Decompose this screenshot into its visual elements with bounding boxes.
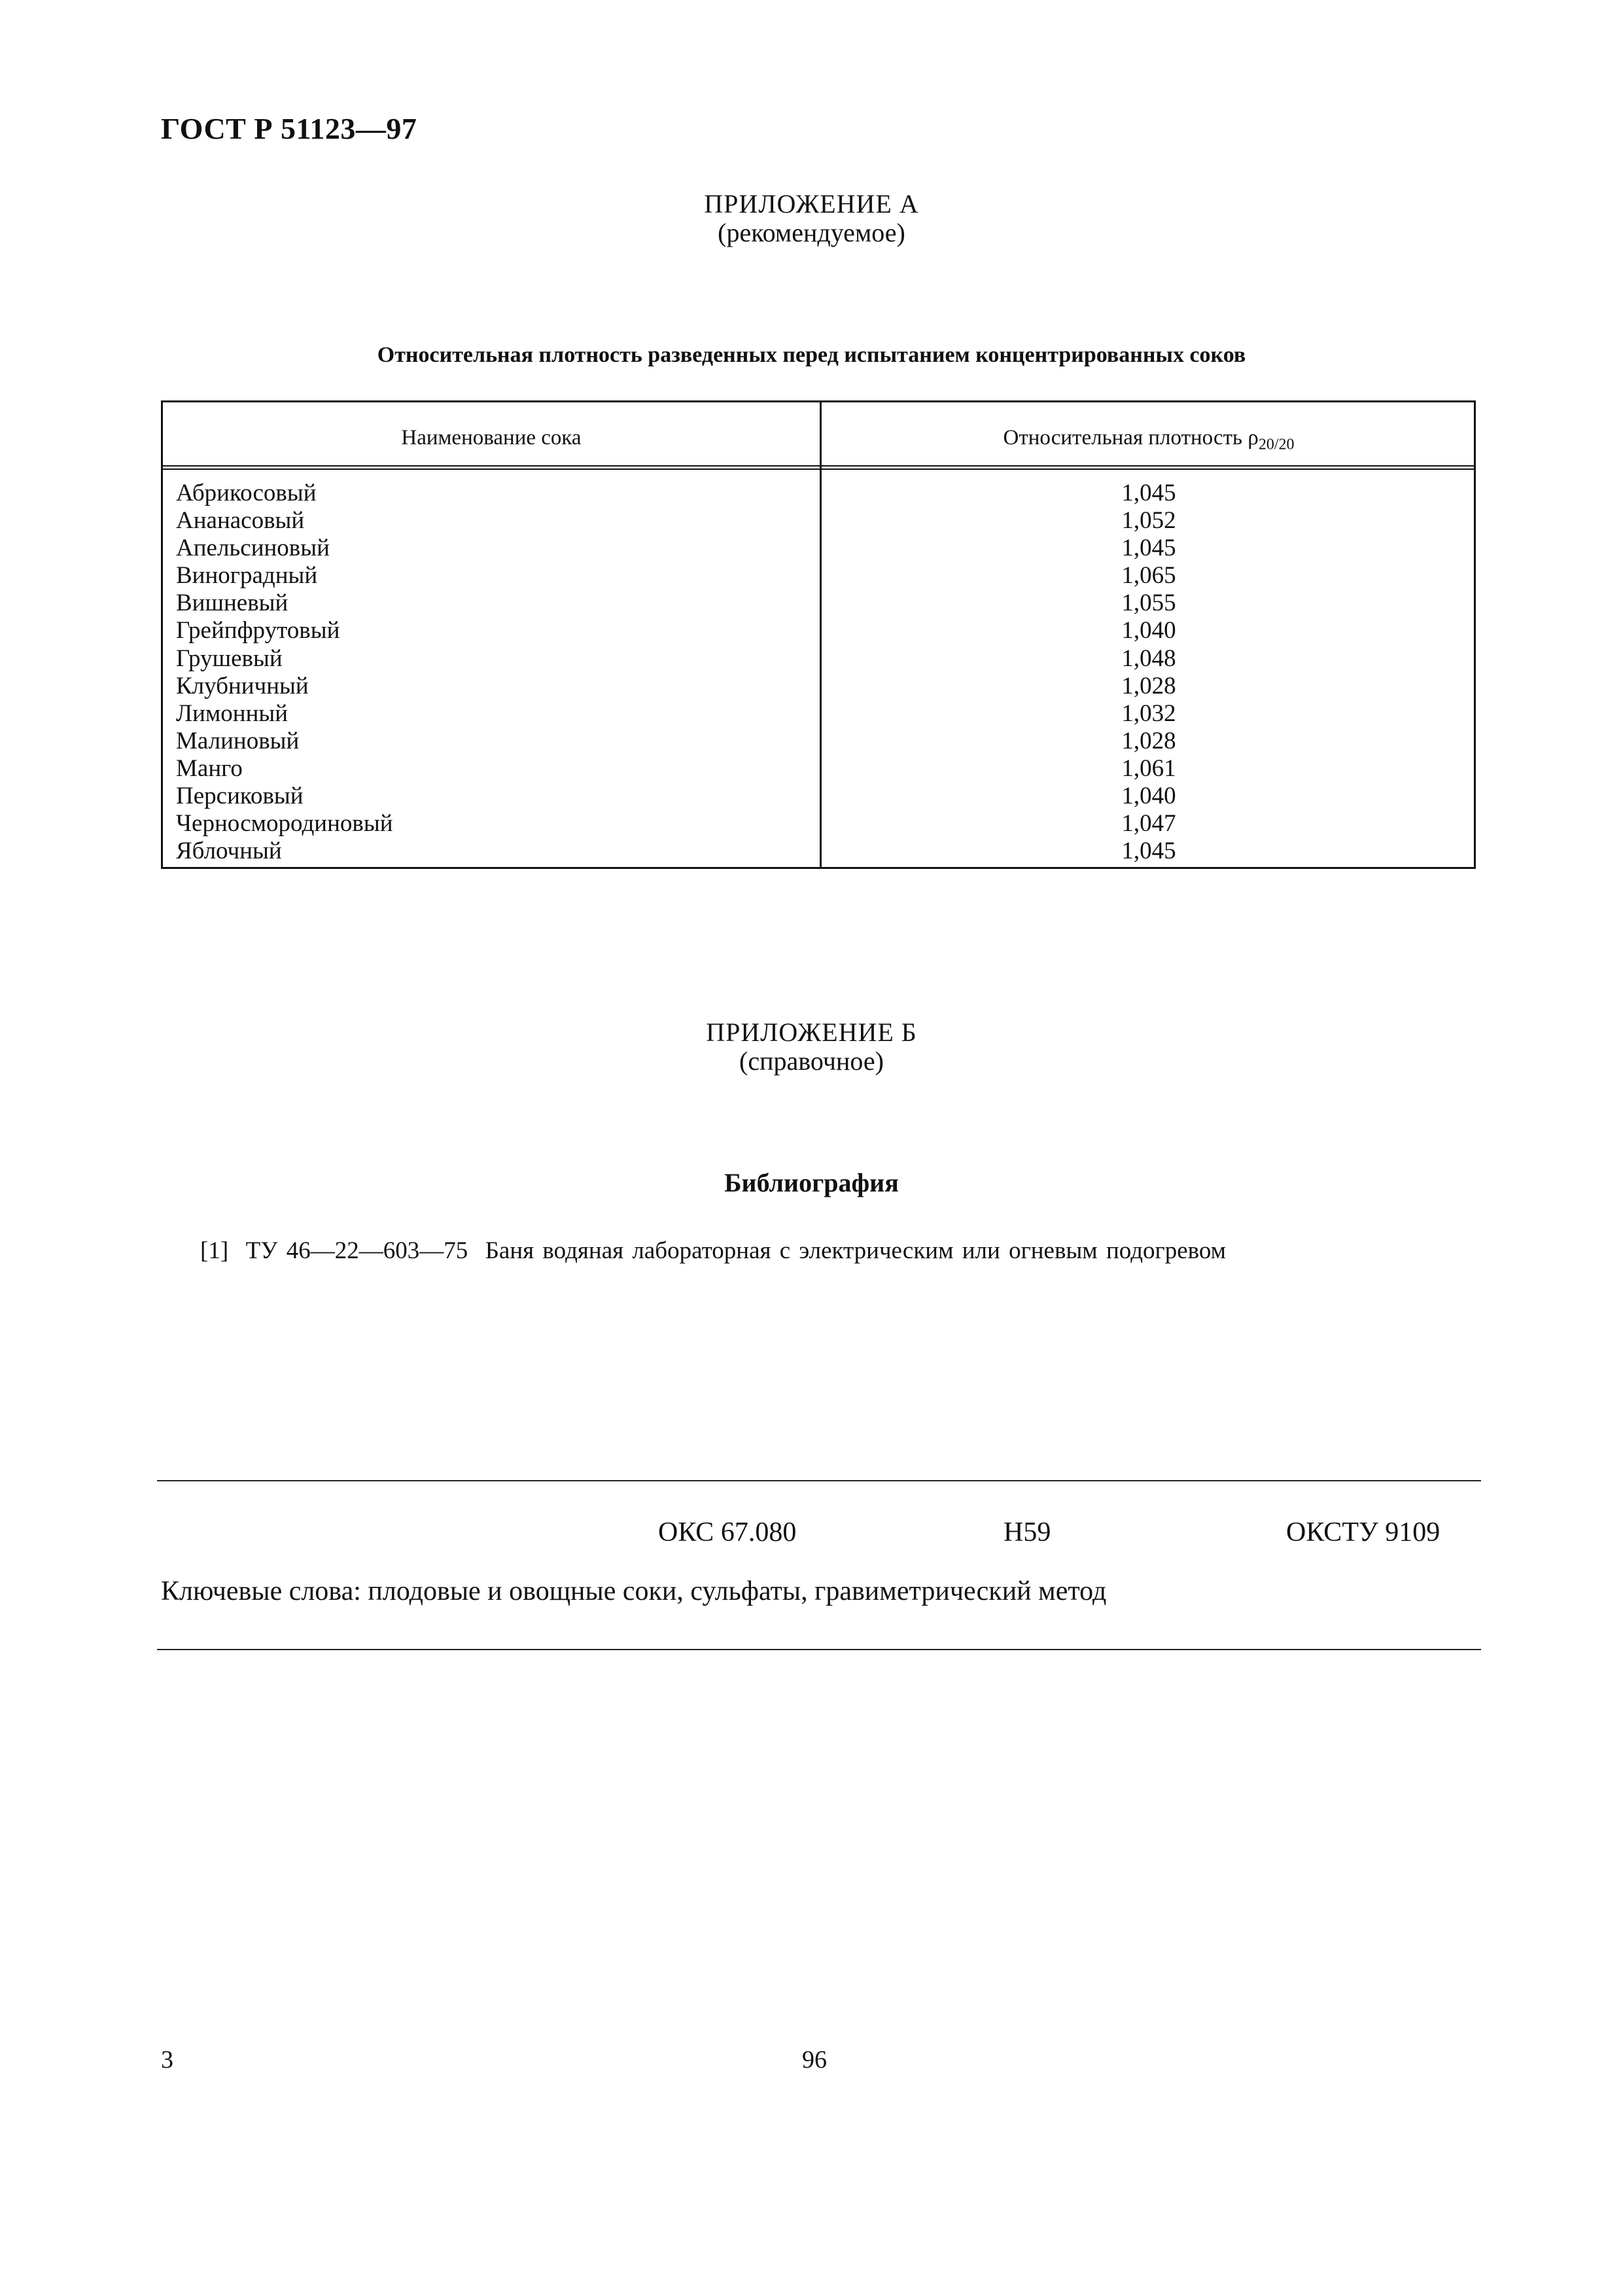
appendix-b-title: ПРИЛОЖЕНИЕ Б — [706, 1017, 917, 1047]
juice-name: Апельсиновый — [176, 535, 330, 562]
table-row — [163, 562, 1474, 590]
table-row — [163, 507, 1474, 535]
juice-name: Ананасовый — [176, 507, 305, 535]
juice-name: Клубничный — [176, 672, 309, 699]
column-header-density-label: Относительная плотность ρ — [1003, 426, 1259, 450]
header-rule — [163, 465, 1474, 470]
juice-name: Малиновый — [176, 727, 300, 754]
column-header-density — [822, 426, 1476, 454]
table-body — [163, 480, 1474, 865]
table-row — [163, 617, 1474, 645]
table-row — [163, 700, 1474, 728]
density-value: 1,028 — [1121, 672, 1176, 699]
juice-name: Абрикосовый — [176, 480, 317, 506]
table-title: Относительная плотность разведенных перед испытанием концентрированных соков — [377, 343, 1246, 367]
juice-name: Грейпфрутовый — [176, 617, 340, 645]
table-row — [163, 535, 1474, 562]
juice-name: Черносмородиновый — [176, 810, 393, 838]
table-row — [163, 783, 1474, 810]
density-value: 1,052 — [1121, 507, 1176, 535]
density-value: 1,028 — [1121, 727, 1176, 754]
top-rule — [157, 1480, 1481, 1481]
bibliography-entry: [1] ТУ 46—22—603—75 Баня водяная лабораторная с электрическим или огневым подогревом — [200, 1237, 1227, 1264]
bibliography-title: Библиография — [724, 1168, 899, 1197]
density-value: 1,048 — [1121, 645, 1176, 672]
juice-name: Лимонный — [176, 699, 288, 727]
density-value: 1,045 — [1121, 535, 1176, 562]
appendix-a-heading — [0, 190, 1623, 247]
density-value: 1,040 — [1121, 783, 1176, 810]
juice-name: Виноградный — [176, 562, 318, 590]
table-row — [163, 755, 1474, 783]
page-number: 96 — [802, 2046, 827, 2074]
column-header-density-subscript: 20/20 — [1258, 436, 1295, 453]
appendix-b-status: (справочное) — [739, 1046, 884, 1076]
appendix-a-title: ПРИЛОЖЕНИЕ А — [704, 189, 919, 219]
juice-name: Грушевый — [176, 645, 283, 672]
table-row — [163, 838, 1474, 865]
appendix-b-heading — [0, 1018, 1623, 1076]
juice-name: Яблочный — [176, 838, 282, 865]
juice-name: Манго — [176, 754, 243, 782]
table-row — [163, 590, 1474, 617]
okstu-code: ОКСТУ 9109 — [1286, 1517, 1440, 1547]
density-table — [161, 400, 1476, 869]
bottom-rule — [157, 1649, 1481, 1650]
table-row — [163, 673, 1474, 700]
density-value: 1,055 — [1121, 590, 1176, 617]
density-value: 1,047 — [1121, 810, 1176, 838]
document-code: ГОСТ Р 51123—97 — [161, 112, 417, 145]
table-row — [163, 645, 1474, 673]
density-value: 1,040 — [1121, 617, 1176, 645]
table-row — [163, 480, 1474, 507]
density-value: 1,061 — [1121, 754, 1176, 782]
density-value: 1,045 — [1121, 838, 1176, 865]
table-row — [163, 728, 1474, 755]
table-row — [163, 810, 1474, 838]
keywords: Ключевые слова: плодовые и овощные соки, сульфаты, гравиметрический метод — [161, 1576, 1107, 1606]
appendix-a-status: (рекомендуемое) — [718, 218, 905, 247]
footer-left-number: 3 — [161, 2046, 173, 2074]
density-value: 1,065 — [1121, 562, 1176, 590]
column-header-name: Наименование сока — [401, 426, 582, 450]
classification-code: Н59 — [1003, 1517, 1051, 1547]
density-value: 1,032 — [1121, 699, 1176, 727]
juice-name: Персиковый — [176, 783, 304, 810]
oks-code: ОКС 67.080 — [658, 1517, 797, 1547]
density-value: 1,045 — [1121, 480, 1176, 506]
juice-name: Вишневый — [176, 590, 288, 617]
